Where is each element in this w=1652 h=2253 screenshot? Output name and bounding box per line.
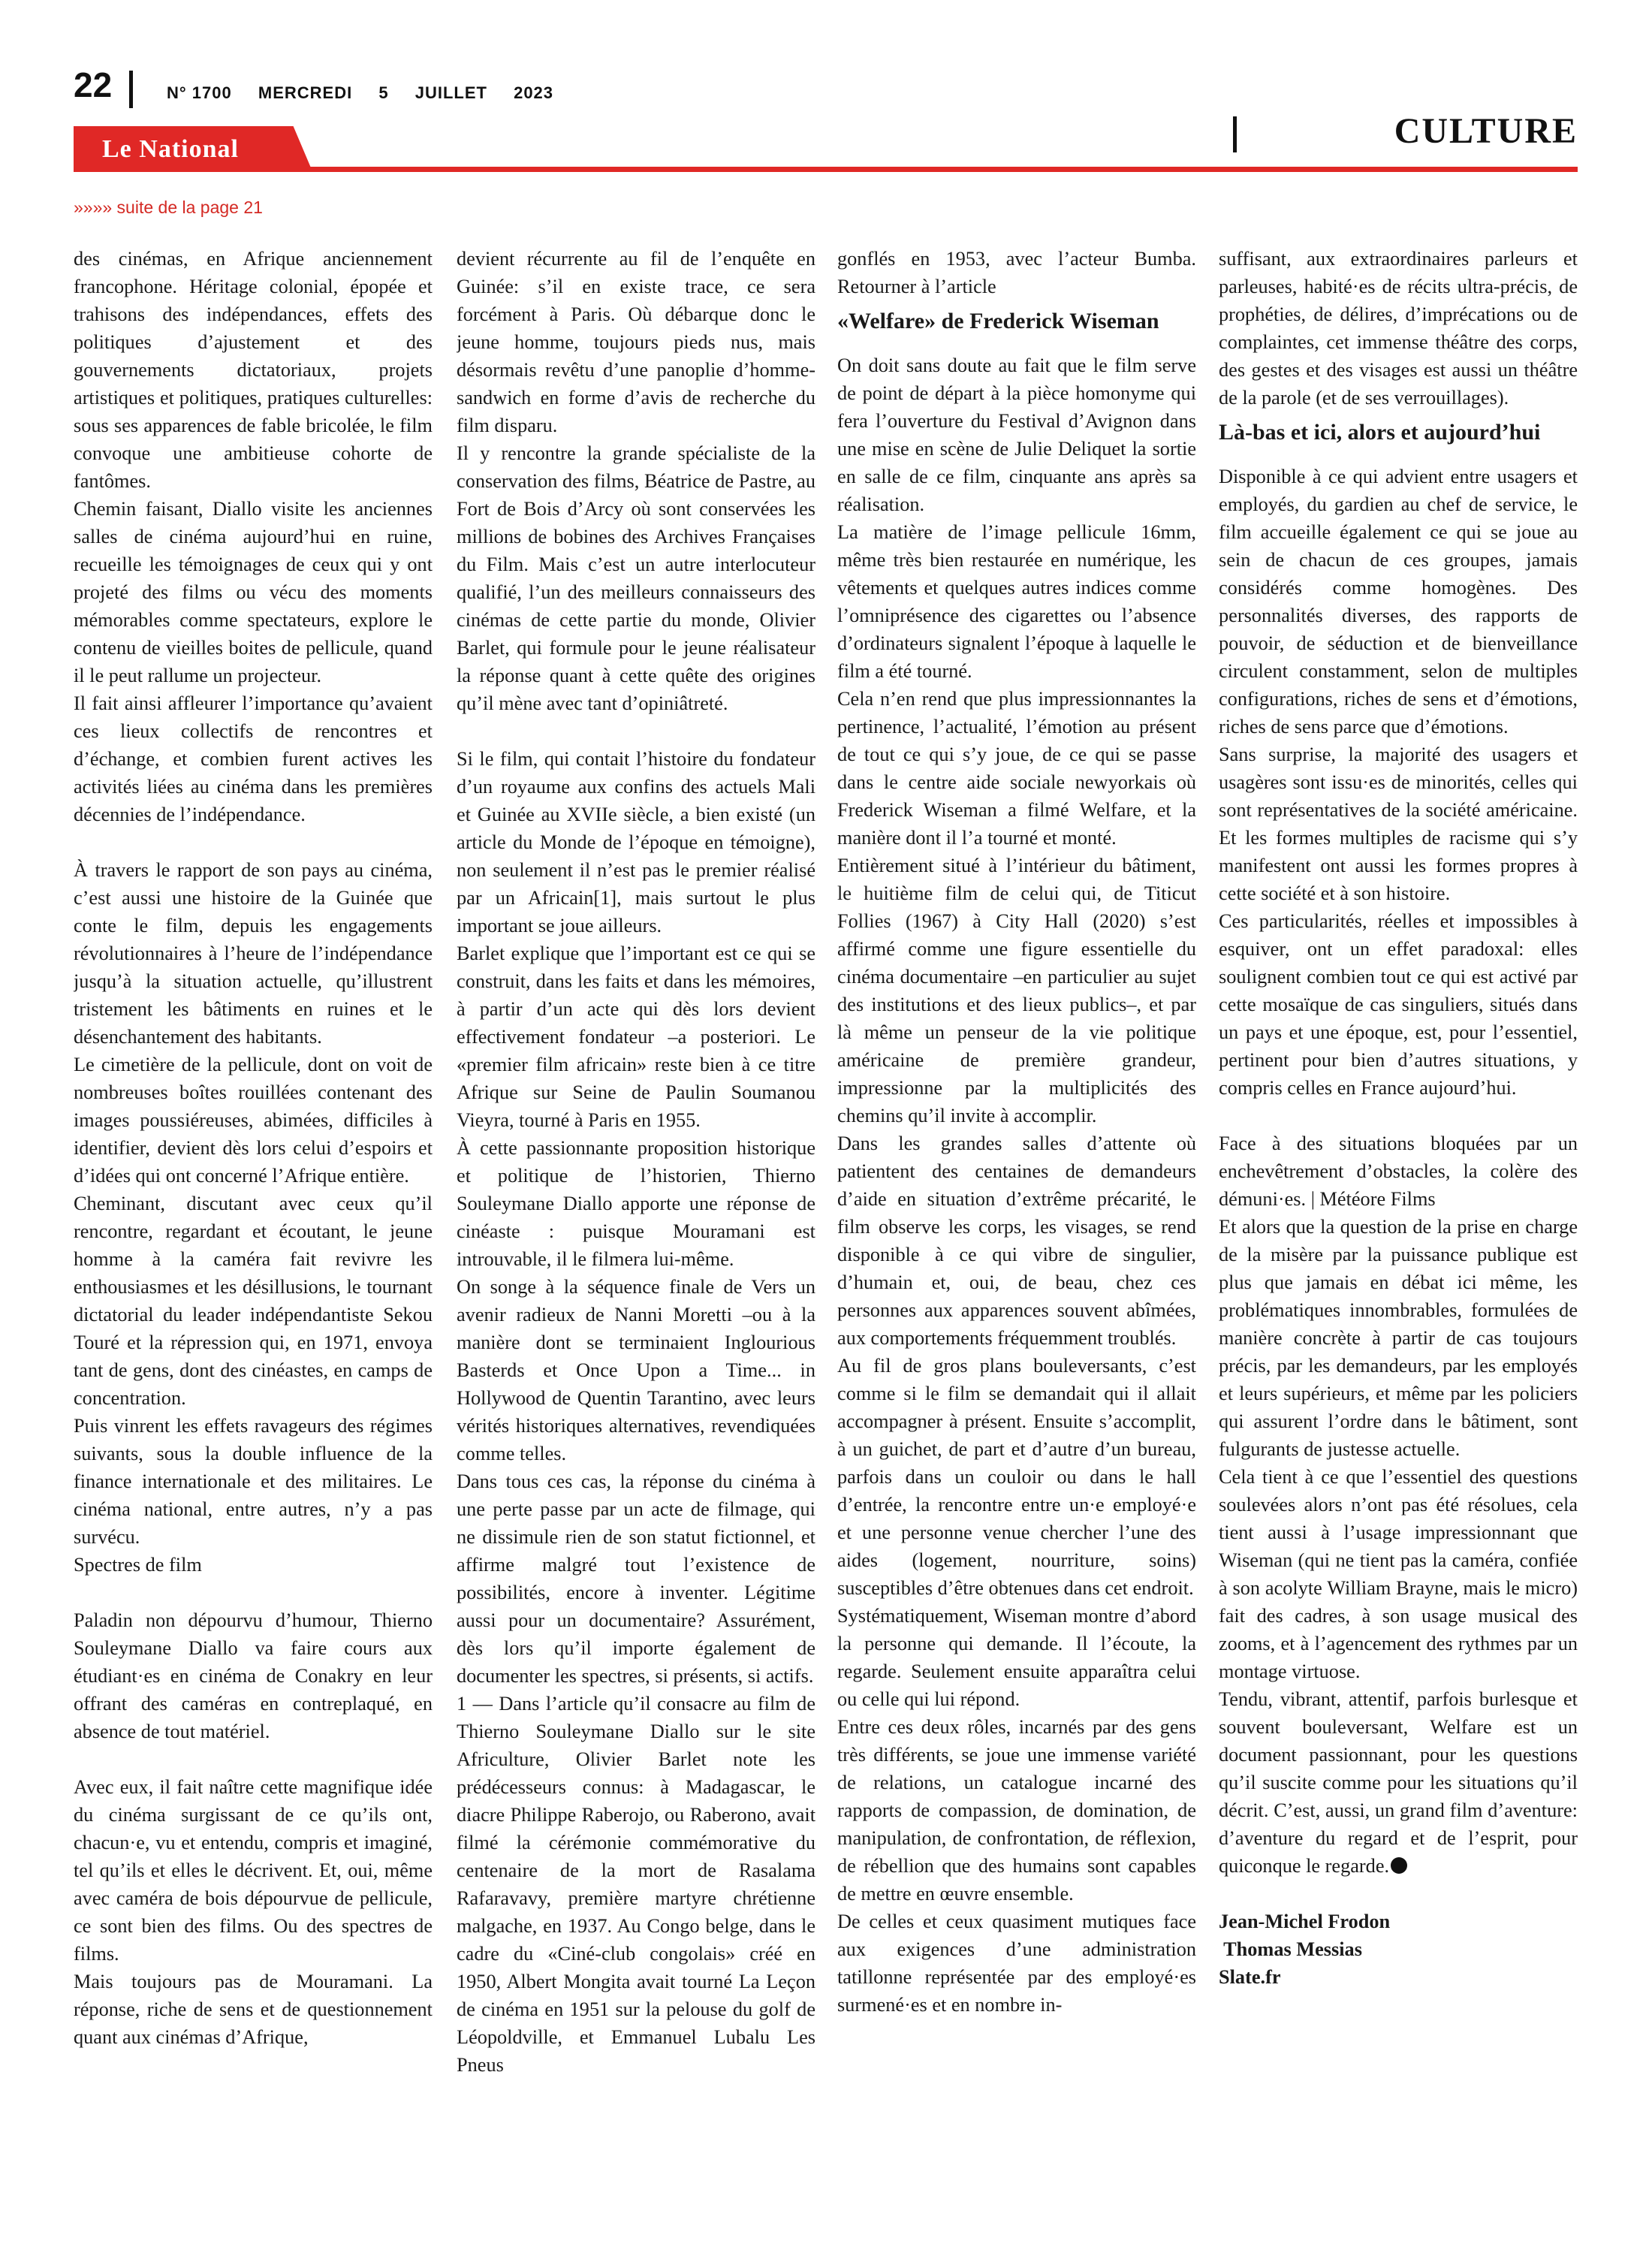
- issue-day: 5: [378, 83, 389, 102]
- paragraph: Il y rencontre la grande spécialiste de la conservation des films, Béatrice de Pastre, au Fort de Bois d’Arcy où sont conservées les millions de bobines des Archives Françaises du Film. Mais c’est un autre interlocuteur qualifié, l’un des meilleurs connaisseurs des cinémas de cette partie du monde, Olivier Barlet, qui formule pour le jeune réalisateur la réponse quant à cette quête des origines qu’il mène avec tant d’opiniâtreté.: [457, 442, 815, 714]
- paragraph: Et alors que la question de la prise en charge de la misère par la puissance publique est plus que jamais en débat ici même, les problématiques innombrables, formulées de manière concrète à partir de cas toujours précis, par les demandeurs, par les employés et leurs supérieurs, et même par les policiers qui assurent l’ordre dans le bâtiment, sont fulgurants de justesse actuelle.: [1219, 1216, 1578, 1460]
- article-column-2: [457, 245, 815, 2167]
- final-paragraph: [1219, 1685, 1578, 1880]
- continued-from: »»»» suite de la page 21: [74, 198, 263, 217]
- byline-source: Slate.fr: [1219, 1966, 1281, 1988]
- paragraph: Puis vinrent les effets ravageurs des régimes suivants, sous la double influence de la finance internationale et des militaires. Le cinéma national, entre autres, n’y a pas survécu.: [74, 1415, 433, 1548]
- paragraph-text: Tendu, vibrant, attentif, parfois burlesque et souvent bouleversant, Welfare est un document passionnant, pour les questions qu’il suscite comme pour les situations qu’il décrit. C’est, aussi, un grand film d’aventure: d’aventure du regard et de l’esprit, pour quiconque le regarde.: [1219, 1688, 1578, 1877]
- paragraph: Systématiquement, Wiseman montre d’abord la personne qui demande. Il l’écoute, la regarde. Seulement ensuite apparaîtra celui ou celle qui lui répond.: [837, 1605, 1196, 1710]
- paragraph: des cinémas, en Afrique anciennement francophone. Héritage colonial, épopée et trahisons des indépendances, effets des politiques d’ajustement et des gouvernements dictatoriaux, projets artistiques et politiques, pratiques culturelles: sous ses apparences de fable bricolée, le film convoque une ambitieuse cohorte de fantômes.: [74, 248, 433, 492]
- paragraph: Le cimetière de la pellicule, dont on voit de nombreuses boîtes rouillées contenant des images poussiéreuses, abimées, difficiles à identifier, devient dès lors celui d’espoirs et d’idées qui ont concerné l’Afrique entière.: [74, 1054, 433, 1187]
- paragraph: À travers le rapport de son pays au cinéma, c’est aussi une histoire de la Guinée que conte le film, depuis les engagements révolutionnaires à l’heure de l’indépendance jusqu’à la situation actuelle, qu’illustrent tristement les bâtiments en ruines et le désenchantement des habitants.: [74, 859, 433, 1048]
- paragraph: Cela tient à ce que l’essentiel des questions soulevées alors n’ont pas été résolues, cela tient aussi à l’usage impressionnant que Wiseman (qui ne tient pas la caméra, confiée à son acolyte William Brayne, mais le micro) fait des cadres, à son usage musical des zooms, et à l’agencement des rythmes par un montage virtuose.: [1219, 1466, 1578, 1682]
- section-heading-la-bas: Là-bas et ici, alors et aujourd’hui: [1219, 420, 1541, 445]
- end-mark-icon: [1391, 1857, 1407, 1874]
- byline-author: Thomas Messias: [1219, 1938, 1362, 1960]
- issue-info: [167, 84, 574, 102]
- brand-logo: Le National: [102, 135, 239, 163]
- paragraph: Dans les grandes salles d’attente où patientent des centaines de demandeurs d’aide en situation d’extrême précarité, le film observe les corps, les visages, se rend disponible à ce qui vibre de singulier, d’humain et, oui, de beau, chez ces personnes aux apparences souvent abîmées, aux comportements fréquemment troublés.: [837, 1133, 1196, 1349]
- byline-author: Jean-Michel Frodon: [1219, 1911, 1391, 1932]
- header-rule: [74, 167, 1578, 172]
- paragraph: Si le film, qui contait l’histoire du fondateur d’un royaume aux confins des actuels Mali et Guinée au XVIIe siècle, a bien existé (un article du Monde de l’époque en témoigne), non seulement il n’est pas le premier réalisé par un Africain[1], mais surtout le plus important se joue ailleurs.: [457, 748, 815, 936]
- subheading-inline: Spectres de film: [74, 1554, 202, 1576]
- paragraph: Entièrement situé à l’intérieur du bâtiment, le huitième film de celui qui, de Titicut Follies (1967) à City Hall (2020) s’est affirmé comme une figure essentielle du cinéma documentaire –en particulier au sujet des institutions et des lieux publics–, et par là même un penseur de la vie politique américaine de première grandeur, impressionne par la multiplicités des chemins qu’il invite à accomplir.: [837, 855, 1196, 1126]
- paragraph: gonflés en 1953, avec l’acteur Bumba. Retourner à l’article: [837, 248, 1196, 297]
- paragraph: Barlet explique que l’important est ce qui se construit, dans les faits et dans les mémoires, à partir d’un acte qui dès lors devient effectivement fondateur –a posteriori. Le «premier film africain» reste bien à ce titre Afrique sur Seine de Paulin Soumanou Vieyra, tourné à Paris en 1955.: [457, 943, 815, 1131]
- article-column-1: [74, 245, 433, 2167]
- section-divider: [1233, 116, 1237, 152]
- section-heading-welfare: «Welfare» de Frederick Wiseman: [837, 309, 1159, 333]
- issue-year: 2023: [514, 83, 554, 102]
- paragraph: On songe à la séquence finale de Vers un avenir radieux de Nanni Moretti –ou à la manière dont se terminaient Inglourious Basterds et Once Upon a Time... in Hollywood de Quentin Tarantino, avec leurs vérités historiques alternatives, revendiquées comme telles.: [457, 1276, 815, 1464]
- paragraph: À cette passionnante proposition historique et politique de l’historien, Thierno Souleymane Diallo apporte une réponse de cinéaste : puisque Mouramani est introuvable, il le filmera lui-même.: [457, 1137, 815, 1270]
- paragraph: Cela n’en rend que plus impressionnantes la pertinence, l’actualité, l’émotion au présent de tout ce qui s’y joue, de ce qui se passe dans le centre aide sociale newyorkais où Frederick Wiseman a filmé Welfare, et la manière dont il l’a tourné et monté.: [837, 688, 1196, 849]
- paragraph: suffisant, aux extraordinaires parleurs et parleuses, habité·es de récits ultra-précis, de prophéties, de délires, d’imprécations ou de complaintes, cet immense théâtre des corps, des gestes et des visages est aussi un théâtre de la parole (et de ses verrouillages).: [1219, 248, 1578, 409]
- paragraph: Ces particularités, réelles et impossibles à esquiver, ont un effet paradoxal: elles soulignent combien tout ce qui est activé par cette mosaïque de cas singuliers, situés dans un pays et une époque, est, pour l’essentiel, pertinent pour bien d’autres situations, y compris celles en France aujourd’hui.: [1219, 910, 1578, 1099]
- article-column-3: [837, 245, 1196, 2167]
- paragraph: La matière de l’image pellicule 16mm, même très bien restaurée en numérique, les vêtements et quelques autres indices comme l’omniprésence des cigarettes ou l’absence d’ordinateurs signalent l’époque à laquelle le film a été tourné.: [837, 521, 1196, 682]
- paragraph: Avec eux, il fait naître cette magnifique idée du cinéma surgissant de ce qu’ils ont, chacun·e, vu et entendu, compris et imaginé, tel qu’ils et elles le décrivent. Et, oui, même avec caméra de bois dépourvue de pellicule, ce sont bien des films. Ou des spectres de films.: [74, 1776, 433, 1965]
- header-divider: [129, 71, 133, 108]
- issue-weekday: MERCREDI: [258, 83, 353, 102]
- paragraph: Il fait ainsi affleurer l’importance qu’avaient ces lieux collectifs de rencontres et d’échange, et combien furent actives les activités liées au cinéma dans les premières décennies de l’indépendance.: [74, 692, 433, 825]
- issue-month: JUILLET: [415, 83, 487, 102]
- paragraph: Paladin non dépourvu d’humour, Thierno Souleymane Diallo va faire cours aux étudiant·es en cinéma de Conakry en leur offrant des caméras en contreplaqué, en absence de tout matériel.: [74, 1609, 433, 1742]
- paragraph: Sans surprise, la majorité des usagers et usagères sont issu·es de minorités, celles qui sont représentatives de la société américaine. Et les formes multiples de racisme qui s’y manifestent ont aussi les formes propres à cette société et à son histoire.: [1219, 743, 1578, 904]
- paragraph: Dans tous ces cas, la réponse du cinéma à une perte passe par un acte de filmage, qui ne dissimule rien de son statut fictionnel, et affirme malgré tout l’existence de possibilités, encore à inventer. Légitime aussi pour un documentaire? Assurément, dès lors qu’il importe également de documenter les spectres, si présents, si actifs.: [457, 1470, 815, 1687]
- paragraph: Disponible à ce qui advient entre usagers et employés, du gardien au chef de service, le film accueille également ce qui se joue au sein de chacun de ces groupes, jamais considérés comme homogènes. Des personnalités diverses, des rapports de pouvoir, de séduction et de bienveillance circulent constamment, selon de multiples configurations, riches de sens et d’émotions, riches de sens parce que d’émotions.: [1219, 466, 1578, 737]
- issue-number: N° 1700: [167, 83, 232, 102]
- paragraph: On doit sans doute au fait que le film serve de point de départ à la pièce homonyme qui fera l’ouverture du Festival d’Avignon dans une mise en scène de Julie Deliquet la sortie en salle de ce film, cinquante ans après sa réalisation.: [837, 354, 1196, 515]
- paragraph: Au fil de gros plans bouleversants, c’est comme si le film se demandait qui il allait accompagner à présent. Ensuite s’accomplit, à un guichet, de part et d’autre d’un bureau, parfois dans un couloir ou dans le hall d’entrée, la rencontre entre un·e employé·e et une personne venue chercher l’une des aides (logement, nourriture, soins) susceptibles d’être obtenues dans cet endroit.: [837, 1355, 1196, 1599]
- paragraph: Mais toujours pas de Mouramani. La réponse, riche de sens et de questionnement quant aux cinémas d’Afrique,: [74, 1971, 433, 2048]
- paragraph: Entre ces deux rôles, incarnés par des gens très différents, se joue une immense variété de relations, un catalogue incarné des rapports de compassion, de domination, de manipulation, de confrontation, de réflexion, de rébellion que des humains sont capables de mettre en œuvre ensemble.: [837, 1716, 1196, 1905]
- page-number: 22: [74, 65, 113, 104]
- paragraph: Chemin faisant, Diallo visite les anciennes salles de cinéma aujourd’hui en ruine, recueille les témoignages de ceux qui y ont projeté des films ou vécu des moments mémorables comme spectateurs, explore le contenu de vieilles boites de pellicule, quand il le peut rallume un projecteur.: [74, 498, 433, 686]
- section-title: CULTURE: [1394, 111, 1578, 151]
- image-caption: Face à des situations bloquées par un enchevêtrement d’obstacles, la colère des démuni·es. | Météore Films: [1219, 1133, 1578, 1210]
- footnote: 1 — Dans l’article qu’il consacre au film de Thierno Souleymane Diallo sur le site Africulture, Olivier Barlet note les prédécesseurs connus: à Madagascar, le diacre Philippe Raberojo, ou Raberono, avait filmé la cérémonie commémorative du centenaire de la mort de Rasalama Rafaravavy, première martyre chrétienne malgache, en 1937. Au Congo belge, dans le cadre du «Ciné-club congolais» créé en 1950, Albert Mongita avait tourné La Leçon de cinéma en 1951 sur la pelouse du golf de Léopoldville, et Emmanuel Lubalu Les Pneus: [457, 1693, 815, 2076]
- paragraph: De celles et ceux quasiment mutiques face aux exigences d’une administration tatillonne représentée par des employé·es surmené·es et en nombre in-: [837, 1911, 1196, 2016]
- paragraph: Cheminant, discutant avec ceux qu’il rencontre, regardant et écoutant, le jeune homme à la caméra fait revivre les enthousiasmes et les désillusions, le tournant dictatorial du leader indépendantiste Sekou Touré et la répression qui, en 1971, envoya tant de gens, dont des cinéastes, en camps de concentration.: [74, 1193, 433, 1409]
- paragraph: devient récurrente au fil de l’enquête en Guinée: s’il en existe trace, ce sera forcément à Paris. Où débarque donc le jeune homme, toujours pieds nus, mais désormais revêtu d’une panoplie d’homme-sandwich en forme d’avis de recherche du film disparu.: [457, 248, 815, 436]
- article-column-4: [1219, 245, 1578, 2167]
